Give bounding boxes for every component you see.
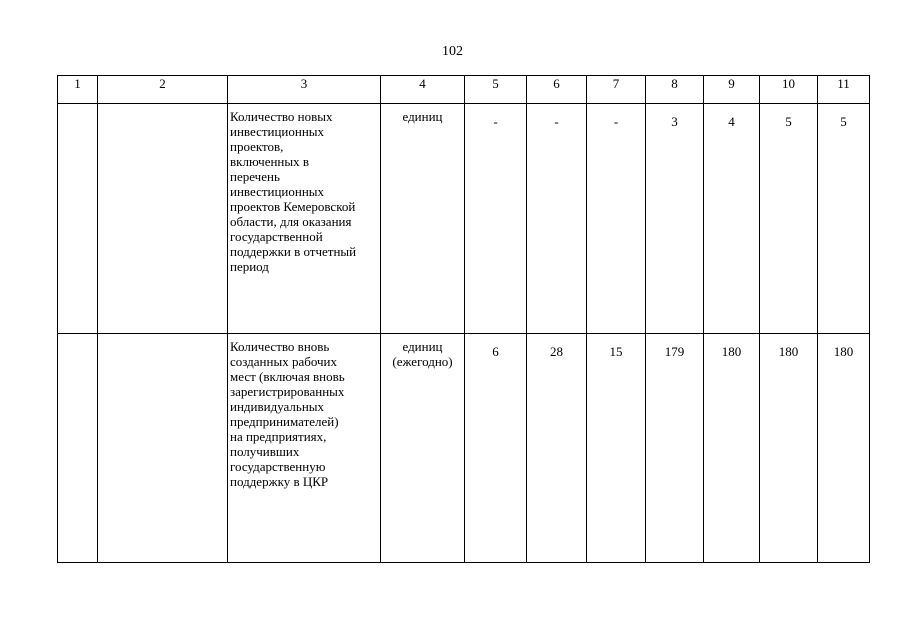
indicator-line: созданных рабочих (230, 354, 337, 369)
value-cell: - (527, 104, 587, 334)
program-cell (98, 334, 228, 563)
number-cell (58, 334, 98, 563)
indicator-line: период (230, 259, 269, 274)
indicator-line: предпринимателей) (230, 414, 339, 429)
header-cell: 3 (228, 76, 381, 104)
indicator-line: государственной (230, 229, 323, 244)
indicator-line: получивших (230, 444, 300, 459)
value-cell: 6 (465, 334, 527, 563)
indicator-line: Количество новых (230, 109, 333, 124)
indicator-line: индивидуальных (230, 399, 325, 414)
header-cell: 11 (818, 76, 870, 104)
unit-line: единиц (402, 109, 443, 124)
indicator-line: зарегистрированных (230, 384, 345, 399)
header-cell: 5 (465, 76, 527, 104)
value-cell: - (587, 104, 646, 334)
header-cell: 6 (527, 76, 587, 104)
value-cell: - (465, 104, 527, 334)
table-row (58, 334, 870, 563)
indicator-line: мест (включая вновь (230, 369, 345, 384)
header-cell: 1 (58, 76, 98, 104)
value-cell: 28 (527, 334, 587, 563)
indicator-line: на предприятиях, (230, 429, 327, 444)
header-cell: 2 (98, 76, 228, 104)
indicator-line: проектов, (230, 139, 284, 154)
header-row (58, 76, 870, 104)
value-cell: 180 (760, 334, 818, 563)
unit-line: (ежегодно) (392, 354, 453, 369)
value-cell: 3 (646, 104, 704, 334)
header-cell: 8 (646, 76, 704, 104)
header-cell: 9 (704, 76, 760, 104)
value-cell: 15 (587, 334, 646, 563)
table-row (58, 104, 870, 334)
program-cell (98, 104, 228, 334)
value-cell: 180 (818, 334, 870, 563)
indicator-line: проектов Кемеровской (230, 199, 356, 214)
unit-cell (381, 104, 465, 334)
indicator-line: Количество вновь (230, 339, 330, 354)
unit-line: единиц (402, 339, 443, 354)
number-cell (58, 104, 98, 334)
header-cell: 10 (760, 76, 818, 104)
value-cell: 4 (704, 104, 760, 334)
value-cell: 180 (704, 334, 760, 563)
page-number: 102 (442, 44, 463, 59)
indicator-line: поддержку в ЦКР (230, 474, 329, 489)
value-cell: 179 (646, 334, 704, 563)
unit-cell (381, 334, 465, 563)
value-cell: 5 (818, 104, 870, 334)
indicator-cell (228, 104, 381, 334)
indicator-line: области, для оказания (230, 214, 352, 229)
value-cell: 5 (760, 104, 818, 334)
header-cell: 4 (381, 76, 465, 104)
indicator-line: государственную (230, 459, 326, 474)
indicator-line: включенных в (230, 154, 310, 169)
indicator-line: инвестиционных (230, 184, 325, 199)
indicator-line: перечень (230, 169, 280, 184)
indicator-cell (228, 334, 381, 563)
indicators-table (57, 75, 870, 563)
header-cell: 7 (587, 76, 646, 104)
indicator-line: инвестиционных (230, 124, 325, 139)
indicator-line: поддержки в отчетный (230, 244, 357, 259)
